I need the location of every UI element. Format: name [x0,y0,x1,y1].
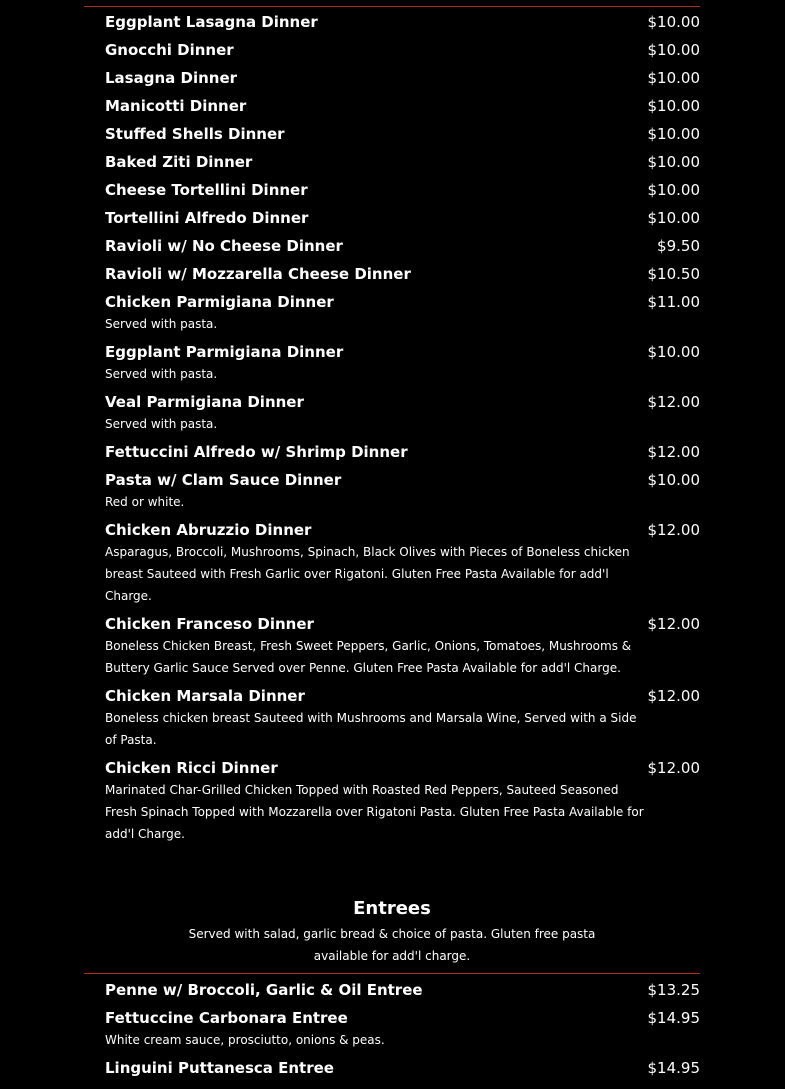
menu-item-name: Baked Ziti Dinner [105,153,253,171]
menu-item-description: Marinated Char-Grilled Chicken Topped with Roasted Red Peppers, Sauteed Seasoned Fresh Spinach Topped with Mozzarella over Rigatoni Pasta. Gluten Free Pasta Available for add'l Charge. [105,783,644,841]
entrees-list [105,976,700,1082]
menu-item-price: $12.00 [647,443,700,461]
menu-item-name: Chicken Abruzzio Dinner [105,521,312,539]
pasta-dinners-list [105,8,700,848]
menu-item-name: Chicken Franceso Dinner [105,615,314,633]
menu-item [105,64,700,92]
section-divider [84,6,700,7]
menu-item-price: $14.95 [647,1059,700,1077]
menu-item [105,8,700,36]
menu-item [105,516,700,610]
menu-item-name: Pasta w/ Clam Sauce Dinner [105,471,342,489]
menu-item-name: Fettuccine Carbonara Entree [105,1009,348,1027]
menu-item [105,232,700,260]
menu-item-name: Linguini Puttanesca Entree [105,1059,334,1077]
menu-item-name: Veal Parmigiana Dinner [105,393,304,411]
menu-item-name: Tortellini Alfredo Dinner [105,209,309,227]
menu-item-price: $14.95 [647,1009,700,1027]
menu-item-price: $10.00 [647,69,700,87]
menu-item-name: Chicken Marsala Dinner [105,687,305,705]
menu-item [105,682,700,754]
menu-item-description: Boneless chicken breast Sauteed with Mushrooms and Marsala Wine, Served with a Side of Pasta. [105,711,637,747]
menu-item [105,388,700,438]
menu-item [105,1004,700,1054]
menu-item [105,466,700,516]
menu-item-price: $12.00 [647,687,700,705]
menu-item-name: Penne w/ Broccoli, Garlic & Oil Entree [105,981,423,999]
menu-item-price: $10.00 [647,343,700,361]
menu-item [105,338,700,388]
menu-item [105,610,700,682]
menu-item-price: $10.00 [647,471,700,489]
menu-item [105,976,700,1004]
menu-item [105,148,700,176]
section-title: Entrees [353,898,431,919]
menu-item-name: Stuffed Shells Dinner [105,125,285,143]
menu-item-description: Served with pasta. [105,367,218,381]
menu-item-description: Red or white. [105,495,185,509]
menu-item-name: Ravioli w/ No Cheese Dinner [105,237,343,255]
menu-item [105,92,700,120]
menu-item-price: $10.00 [647,41,700,59]
section-note: Served with salad, garlic bread & choice of pasta. Gluten free pasta available for add'l charge. [188,927,596,963]
menu-item-price: $10.00 [647,97,700,115]
menu-item-description: Served with pasta. [105,317,218,331]
menu-item [105,1054,700,1082]
section-divider [84,973,700,974]
menu-item-price: $10.00 [647,181,700,199]
entrees-section-header [84,898,700,967]
menu-item [105,288,700,338]
menu-item [105,438,700,466]
menu-item-name: Gnocchi Dinner [105,41,234,59]
menu-item [105,120,700,148]
menu-item [105,754,700,848]
menu-item-price: $10.50 [647,265,700,283]
menu-item-description: Asparagus, Broccoli, Mushrooms, Spinach, Black Olives with Pieces of Boneless chicken breast Sauteed with Fresh Garlic over Rigatoni. Gluten Free Pasta Available for add'l Charge. [105,545,630,603]
menu-item-name: Fettuccini Alfredo w/ Shrimp Dinner [105,443,408,461]
menu-item [105,36,700,64]
menu-item-description: Boneless Chicken Breast, Fresh Sweet Peppers, Garlic, Onions, Tomatoes, Mushrooms & Buttery Garlic Sauce Served over Penne. Gluten Free Pasta Available for add'l Charge. [105,639,632,675]
menu-item-price: $13.25 [647,981,700,999]
menu-item [105,176,700,204]
menu-item-name: Chicken Ricci Dinner [105,759,278,777]
menu-item-price: $12.00 [647,759,700,777]
menu-item-price: $11.00 [647,293,700,311]
menu-item-price: $9.50 [657,237,700,255]
menu-item-price: $12.00 [647,521,700,539]
menu-item-price: $12.00 [647,393,700,411]
menu-item-price: $10.00 [647,13,700,31]
menu-item-name: Manicotti Dinner [105,97,247,115]
menu-item-name: Chicken Parmigiana Dinner [105,293,334,311]
menu-item-name: Ravioli w/ Mozzarella Cheese Dinner [105,265,411,283]
menu-item-price: $12.00 [647,615,700,633]
menu-item-name: Lasagna Dinner [105,69,238,87]
menu-item-description: Served with pasta. [105,417,218,431]
menu-item [105,260,700,288]
menu-item-description: White cream sauce, prosciutto, onions & peas. [105,1033,385,1047]
menu-item-name: Cheese Tortellini Dinner [105,181,308,199]
menu-item [105,204,700,232]
menu-item-name: Eggplant Parmigiana Dinner [105,343,344,361]
menu-item-price: $10.00 [647,209,700,227]
menu-item-name: Eggplant Lasagna Dinner [105,13,318,31]
menu-item-price: $10.00 [647,125,700,143]
menu-item-price: $10.00 [647,153,700,171]
